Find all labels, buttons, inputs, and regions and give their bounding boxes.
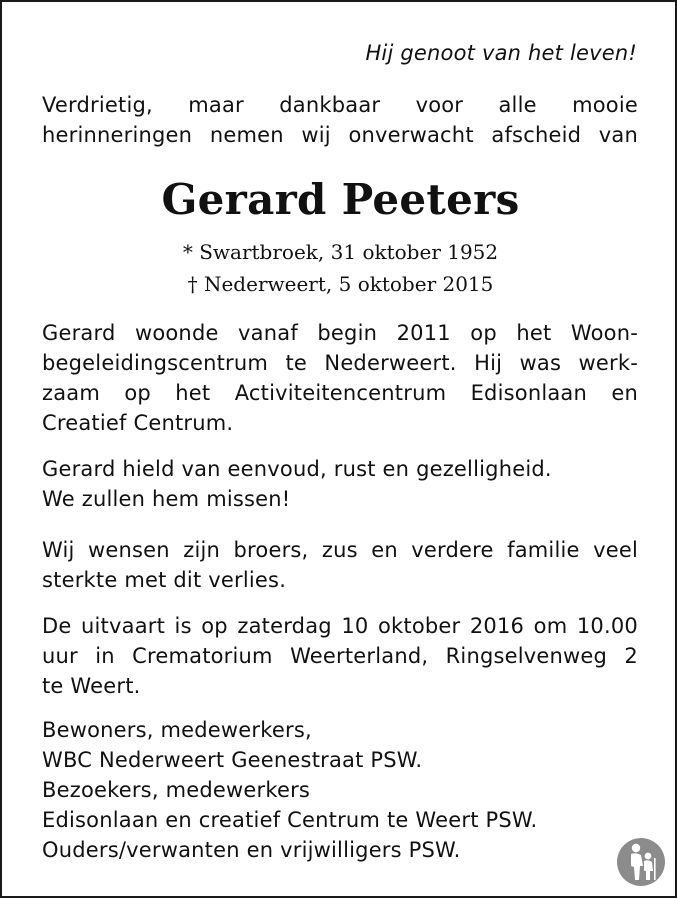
signatory-line: Bewoners, medewerkers, bbox=[42, 718, 312, 742]
paragraph-line: begeleidingscentrum te Nederweert. Hij was werk- bbox=[42, 351, 638, 375]
paragraph-residence bbox=[42, 318, 638, 438]
paragraph-line: De uitvaart is op zaterdag 10 oktober 2016 om 10.00 bbox=[42, 614, 638, 638]
death-date: † Nederweert, 5 oktober 2015 bbox=[187, 272, 494, 296]
signatory-line: WBC Nederweert Geenestraat PSW. bbox=[42, 748, 423, 772]
paragraph-line: zaam op het Activiteitencentrum Edisonlaan en bbox=[42, 381, 638, 405]
signatory-line: Edisonlaan en creatief Centrum te Weert PSW. bbox=[42, 808, 538, 832]
intro-line: Verdrietig, maar dankbaar voor alle mooie bbox=[42, 93, 638, 117]
motto: Hij genoot van het leven! bbox=[365, 41, 637, 65]
paragraph-line: Gerard hield van eenvoud, rust en gezelligheid. bbox=[42, 457, 552, 481]
intro-text bbox=[42, 90, 638, 150]
paragraph-condolence bbox=[42, 535, 638, 595]
birth-date: * Swartbroek, 31 oktober 1952 bbox=[182, 240, 499, 264]
signatory-line: Ouders/verwanten en vrijwilligers PSW. bbox=[42, 838, 461, 862]
paragraph-line: sterkte met dit verlies. bbox=[42, 568, 287, 592]
memorial-figures-logo-icon bbox=[615, 836, 667, 888]
paragraph-line: Wij wensen zijn broers, zus en verdere familie veel bbox=[42, 538, 638, 562]
paragraph-line: te Weert. bbox=[42, 674, 141, 698]
paragraph-line: We zullen hem missen! bbox=[42, 487, 291, 511]
signatory-line: Bezoekers, medewerkers bbox=[42, 778, 311, 802]
paragraph-line: uur in Crematorium Weerterland, Ringselvenweg 2 bbox=[42, 644, 638, 668]
paragraph-character bbox=[42, 454, 638, 514]
intro-line: herinneringen nemen wij onverwacht afscheid van bbox=[42, 123, 638, 147]
paragraph-line: Gerard woonde vanaf begin 2011 op het Woon- bbox=[42, 321, 638, 345]
paragraph-funeral bbox=[42, 611, 638, 701]
deceased-name: Gerard Peeters bbox=[161, 175, 520, 224]
paragraph-line: Creatief Centrum. bbox=[42, 411, 234, 435]
life-dates bbox=[2, 236, 677, 300]
signatories bbox=[42, 715, 638, 865]
